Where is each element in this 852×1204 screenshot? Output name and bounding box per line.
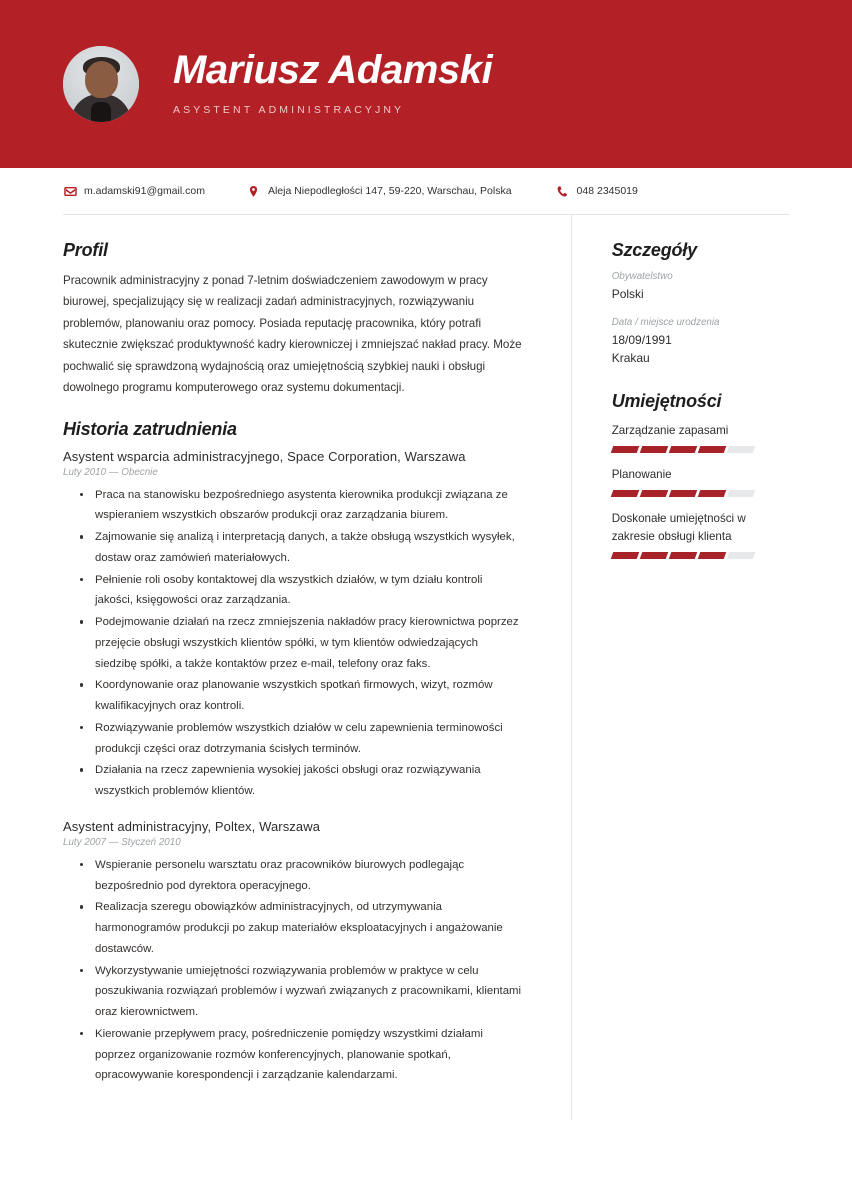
skill-segment-filled [639,490,668,497]
contact-address-value: Aleja Niepodległości 147, 59-220, Warschau, Polska [267,185,512,197]
avatar [63,46,139,122]
skill-item [612,510,789,559]
resume-body [0,215,852,1120]
skill-segment-filled [668,552,697,559]
skill-segment-filled [610,490,639,497]
job-bullet: Działania na rzecz zapewnienia wysokiej jakości obsługi oraz rozwiązywania wszystkich problemów klientów. [93,760,522,802]
employment-history-section [63,419,522,1087]
skill-rating-bar [612,446,754,453]
contact-email-value: m.adamski91@gmail.com [84,185,205,197]
sidebar-column [572,215,789,1120]
job-date: Luty 2010 — Obecnie [63,466,158,478]
skill-segment-filled [668,490,697,497]
skill-name: Zarządzanie zapasami [611,424,729,437]
details-section-title: Szczegóły [611,240,697,260]
job-title: Asystent administracyjny, Poltex, Warszawa [63,818,321,834]
contact-phone-value: 048 2345019 [576,185,638,197]
detail-value-place: Krakau [611,351,650,365]
job-bullet: Praca na stanowisku bezpośredniego asystenta kierownika produkcji związana ze wspieraniem wszystkich obszarów produkcji oraz zarządzania biurem. [93,485,522,527]
job-entry [63,449,522,802]
job-title: Asystent wsparcia administracyjnego, Space Corporation, Warszawa [63,448,466,464]
detail-birth [612,317,789,367]
contact-address[interactable] [247,184,512,198]
job-bullet: Wspieranie personelu warsztatu oraz pracowników biurowych podlegając bezpośrednio pod dyrektora operacyjnego. [93,855,522,897]
skill-segment-empty [726,552,755,559]
skill-segment-filled [610,446,639,453]
contact-bar [0,168,852,214]
resume-header [0,0,852,168]
main-column [63,215,522,1120]
skill-item [612,422,789,453]
skill-rating-bar [612,490,754,497]
skill-name: Doskonałe umiejętności w zakresie obsługi klienta [611,511,746,543]
skill-item [612,466,789,497]
skill-segment-filled [639,552,668,559]
contact-phone[interactable] [556,184,638,198]
job-entry [63,819,522,1086]
job-bullet: Realizacja szeregu obowiązków administracyjnych, od utrzymywania harmonogramów produkcji po zakup materiałów eksploatacyjnych i angażowanie dostawców. [93,897,522,959]
skills-section-title: Umiejętności [611,391,722,411]
skill-segment-filled [697,446,726,453]
skill-segment-empty [726,490,755,497]
avatar-face [85,61,118,98]
job-bullet: Zajmowanie się analizą i interpretacją danych, a także obsługą wszystkich wysyłek, dostaw oraz zamówień materiałowych. [93,527,522,569]
candidate-job-subtitle: ASYSTENT ADMINISTRACYJNY [173,103,405,116]
skill-name: Planowanie [611,467,672,481]
profile-section-title: Profil [63,240,108,260]
job-bullet: Wykorzystywanie umiejętności rozwiązywania problemów w praktyce w celu poszukiwania rozwiązań problemów i wyzwań związanych z pracownikami, klientami oraz kierownictwem. [93,961,522,1023]
detail-label: Data / miejsce urodzenia [611,317,720,328]
skill-segment-filled [610,552,639,559]
history-section-title: Historia zatrudnienia [63,418,237,439]
job-bullet: Podejmowanie działań na rzecz zmniejszenia nakładów pracy kierownictwa poprzez przejęcie obsługi wszystkich klientów spółki, w tym klientów odwiedzających siedzibę spółki, a także kontaktów przez e-mail, telefony oraz faks. [93,612,522,674]
skill-rating-bar [612,552,754,559]
envelope-icon [63,184,77,198]
job-bullet: Kierowanie przepływem pracy, pośredniczenie pomiędzy wszystkimi działami poprzez organizowanie rozmów konferencyjnych, planowanie spotkań, opracowywanie korespondencji i zarządzanie kalendarzami. [93,1024,522,1086]
job-bullet: Pełnienie roli osoby kontaktowej dla wszystkich działów, w tym działu kontroli jakości, księgowości oraz zarządzania. [93,570,522,612]
profile-text: Pracownik administracyjny z ponad 7-letnim doświadczeniem zawodowym w pracy biurowej, specjalizujący się w realizacji zadań administracyjnych, rozwiązywaniu problemów, planowaniu oraz pomocy. Posiada reputację pracownika, który potrafi skutecznie zwiększać produktywność kadry kierowniczej i zmniejszać nakład pracy. Może pochwalić się sprawdzoną wydajnością oraz umiejętnością szybkiej nauki i obsługi dowolnego programu komputerowego oraz systemu dokumentacji. [63,274,522,395]
skill-segment-empty [726,446,755,453]
detail-value-date: 18/09/1991 [611,333,672,347]
phone-icon [556,184,570,198]
detail-citizenship [612,271,789,303]
job-bullet-list [63,855,522,1086]
job-date: Luty 2007 — Styczeń 2010 [63,836,181,848]
contact-email[interactable] [63,184,205,198]
detail-label: Obywatelstwo [611,271,673,282]
detail-value: Polski [611,287,644,301]
skill-segment-filled [697,552,726,559]
location-pin-icon [247,184,261,198]
avatar-shirt [91,102,111,122]
job-bullet: Koordynowanie oraz planowanie wszystkich spotkań firmowych, wizyt, rozmów kwalifikacyjnych oraz kontroli. [93,675,522,717]
header-text-block [173,49,492,120]
skill-segment-filled [668,446,697,453]
job-bullet: Rozwiązywanie problemów wszystkich działów w celu zapewnienia terminowości produkcji części oraz dotrzymania ścisłych terminów. [93,718,522,760]
job-bullet-list [63,485,522,802]
skill-segment-filled [639,446,668,453]
skill-segment-filled [697,490,726,497]
candidate-name: Mariusz Adamski [173,47,493,92]
